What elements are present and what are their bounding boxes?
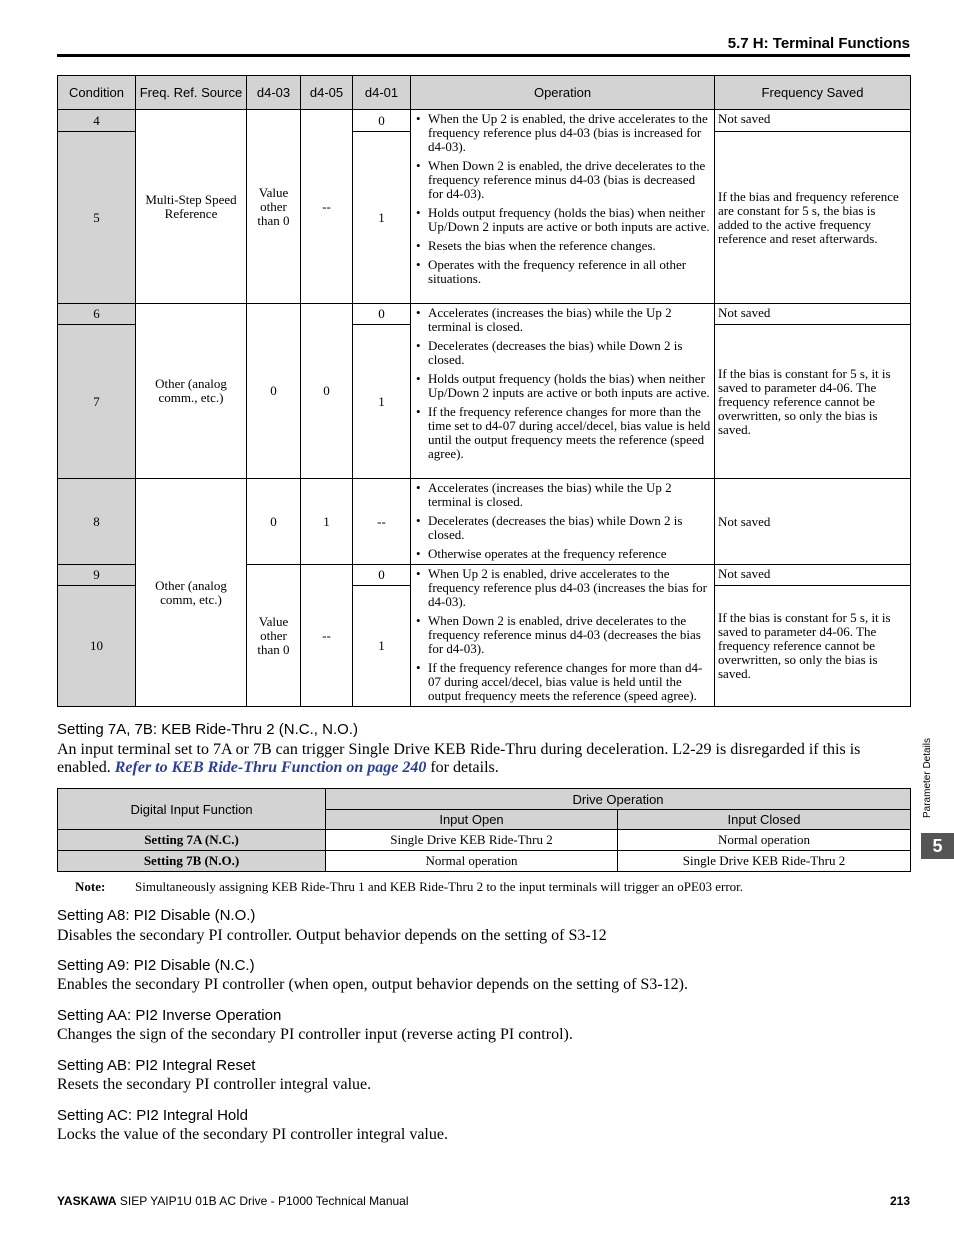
keb-table (57, 788, 911, 872)
condition-cell: 6 (58, 304, 136, 325)
col-digital-input-function: Digital Input Function (58, 789, 326, 830)
operation-item: • If the frequency reference changes for more than d4-07 during accel/decel, bias value is held until the output frequency meets the reference (speed agree). (414, 661, 712, 703)
operation-item: • Operates with the frequency reference in all other situations. (414, 258, 712, 286)
operation-item: • When Up 2 is enabled, drive accelerates to the frequency reference plus d4-03 (increases the bias for d4-03). (414, 567, 712, 609)
d4-03-cell: 0 (247, 479, 301, 565)
footer (57, 1194, 409, 1208)
operation-cell (411, 479, 715, 565)
d4-05-cell: 1 (301, 479, 353, 565)
d4-01-cell: 0 (353, 565, 411, 586)
section-heading: Setting A8: PI2 Disable (N.O.) (57, 907, 256, 924)
condition-cell: 4 (58, 110, 136, 132)
condition-cell: 7 (58, 325, 136, 479)
operation-item: • When Down 2 is enabled, drive decelerates to the frequency reference minus d4-03 (decreases the bias for d4-03). (414, 614, 712, 656)
chapter-tab: 5 (921, 833, 954, 859)
d4-05-cell: -- (301, 110, 353, 304)
operation-item: • Accelerates (increases the bias) while the Up 2 terminal is closed. (414, 481, 712, 509)
condition-cell: 10 (58, 586, 136, 707)
condition-cell: 9 (58, 565, 136, 586)
source-cell: Multi-Step Speed Reference (136, 110, 247, 304)
saved-cell: If the bias is constant for 5 s, it is saved to parameter d4-06. The frequency reference cannot be overwritten, so only the bias is saved. (715, 586, 911, 707)
note-text: Simultaneously assigning KEB Ride-Thru 1 and KEB Ride-Thru 2 to the input terminals will trigger an oPE03 error. (135, 879, 744, 894)
operation-item: • If the frequency reference changes for more than the time set to d4-07 during accel/decel, bias value is held until the output frequency meets the reference (speed agree). (414, 405, 712, 461)
d4-01-cell: 0 (353, 304, 411, 325)
col-operation: Operation (411, 76, 715, 110)
operation-cell (411, 565, 715, 707)
section-heading: Setting AC: PI2 Integral Hold (57, 1107, 248, 1124)
operation-item: • Accelerates (increases the bias) while the Up 2 terminal is closed. (414, 306, 712, 334)
note-label: Note: (75, 879, 106, 894)
operation-item: • Resets the bias when the reference changes. (414, 239, 712, 253)
condition-cell: 5 (58, 132, 136, 304)
d4-01-cell: 1 (353, 325, 411, 479)
up-down-2-table (57, 75, 911, 707)
saved-cell: Not saved (715, 565, 911, 586)
keb-text: An input terminal set to 7A or 7B can trigger Single Drive KEB Ride-Thru during deceleration. L2-29 is disregarded if this is enabled. (57, 741, 861, 776)
col-input-closed: Input Closed (618, 810, 911, 830)
saved-cell: Not saved (715, 304, 911, 325)
col-input-open: Input Open (326, 810, 618, 830)
col-freq-ref-source: Freq. Ref. Source (136, 76, 247, 110)
saved-cell: If the bias and frequency reference are constant for 5 s, the bias is added to the active frequency reference and reset afterwards. (715, 132, 911, 304)
operation-item: • When the Up 2 is enabled, the drive accelerates to the frequency reference plus d4-03 (bias is increased for d4-03). (414, 112, 712, 154)
input-open-cell: Normal operation (326, 851, 618, 872)
col-d4-01: d4-01 (353, 76, 411, 110)
header-rule (57, 54, 910, 57)
source-cell: Other (analog comm., etc.) (136, 304, 247, 479)
col-drive-operation: Drive Operation (326, 789, 911, 810)
col-frequency-saved: Frequency Saved (715, 76, 911, 110)
keb-text-after: for details. (426, 759, 499, 776)
row-label: Setting 7B (N.O.) (58, 851, 326, 872)
section-text: Changes the sign of the secondary PI controller input (reverse acting PI control). (57, 1026, 573, 1043)
d4-05-cell: 0 (301, 304, 353, 479)
section-header: 5.7 H: Terminal Functions (727, 35, 910, 52)
section-heading: Setting AB: PI2 Integral Reset (57, 1057, 256, 1074)
operation-item: • Decelerates (decreases the bias) while Down 2 is closed. (414, 339, 712, 367)
d4-05-cell: -- (301, 565, 353, 707)
operation-item: • Holds output frequency (holds the bias) when neither Up/Down 2 inputs are active or both inputs are active. (414, 206, 712, 234)
operation-item: • Otherwise operates at the frequency reference (414, 547, 712, 561)
d4-01-cell: 1 (353, 132, 411, 304)
section-heading: Setting A9: PI2 Disable (N.C.) (57, 957, 255, 974)
section-heading: Setting AA: PI2 Inverse Operation (57, 1007, 282, 1024)
d4-03-cell: 0 (247, 304, 301, 479)
operation-cell (411, 110, 715, 304)
d4-01-cell: -- (353, 479, 411, 565)
section-text: Disables the secondary PI controller. Output behavior depends on the setting of S3-12 (57, 927, 607, 944)
saved-cell: Not saved (715, 110, 911, 132)
note (75, 879, 743, 895)
saved-cell: If the bias is constant for 5 s, it is saved to parameter d4-06. The frequency reference cannot be overwritten, so only the bias is saved. (715, 325, 911, 479)
d4-01-cell: 1 (353, 586, 411, 707)
keb-heading: Setting 7A, 7B: KEB Ride-Thru 2 (N.C., N.O.) (57, 721, 358, 738)
d4-03-cell: Value other than 0 (247, 565, 301, 707)
operation-item: • Decelerates (decreases the bias) while Down 2 is closed. (414, 514, 712, 542)
operation-item: • When Down 2 is enabled, the drive decelerates to the frequency reference minus d4-03 (bias is decreased for d4-03). (414, 159, 712, 201)
section-text: Locks the value of the secondary PI controller integral value. (57, 1126, 448, 1143)
condition-cell: 8 (58, 479, 136, 565)
d4-01-cell: 0 (353, 110, 411, 132)
operation-item: • Holds output frequency (holds the bias) when neither Up/Down 2 inputs are active or both inputs are active. (414, 372, 712, 400)
section-text: Resets the secondary PI controller integral value. (57, 1076, 372, 1093)
source-cell: Other (analog comm, etc.) (136, 479, 247, 707)
footer-brand: YASKAWA (57, 1194, 117, 1208)
row-label: Setting 7A (N.C.) (58, 830, 326, 851)
operation-cell (411, 304, 715, 479)
col-d4-05: d4-05 (301, 76, 353, 110)
chapter-side-label: Parameter Details (922, 737, 933, 818)
section-text: Enables the secondary PI controller (when open, output behavior depends on the setting of S3-12). (57, 976, 688, 993)
col-d4-03: d4-03 (247, 76, 301, 110)
col-condition: Condition (58, 76, 136, 110)
saved-cell: Not saved (715, 479, 911, 565)
keb-paragraph (57, 741, 910, 777)
page-number: 213 (889, 1194, 910, 1208)
d4-03-cell: Value other than 0 (247, 110, 301, 304)
input-closed-cell: Normal operation (618, 830, 911, 851)
footer-doc-title: SIEP YAIP1U 01B AC Drive - P1000 Technical Manual (116, 1194, 409, 1208)
input-closed-cell: Single Drive KEB Ride-Thru 2 (618, 851, 911, 872)
input-open-cell: Single Drive KEB Ride-Thru 2 (326, 830, 618, 851)
keb-reference-link[interactable]: Refer to KEB Ride-Thru Function on page 240 (114, 759, 427, 776)
